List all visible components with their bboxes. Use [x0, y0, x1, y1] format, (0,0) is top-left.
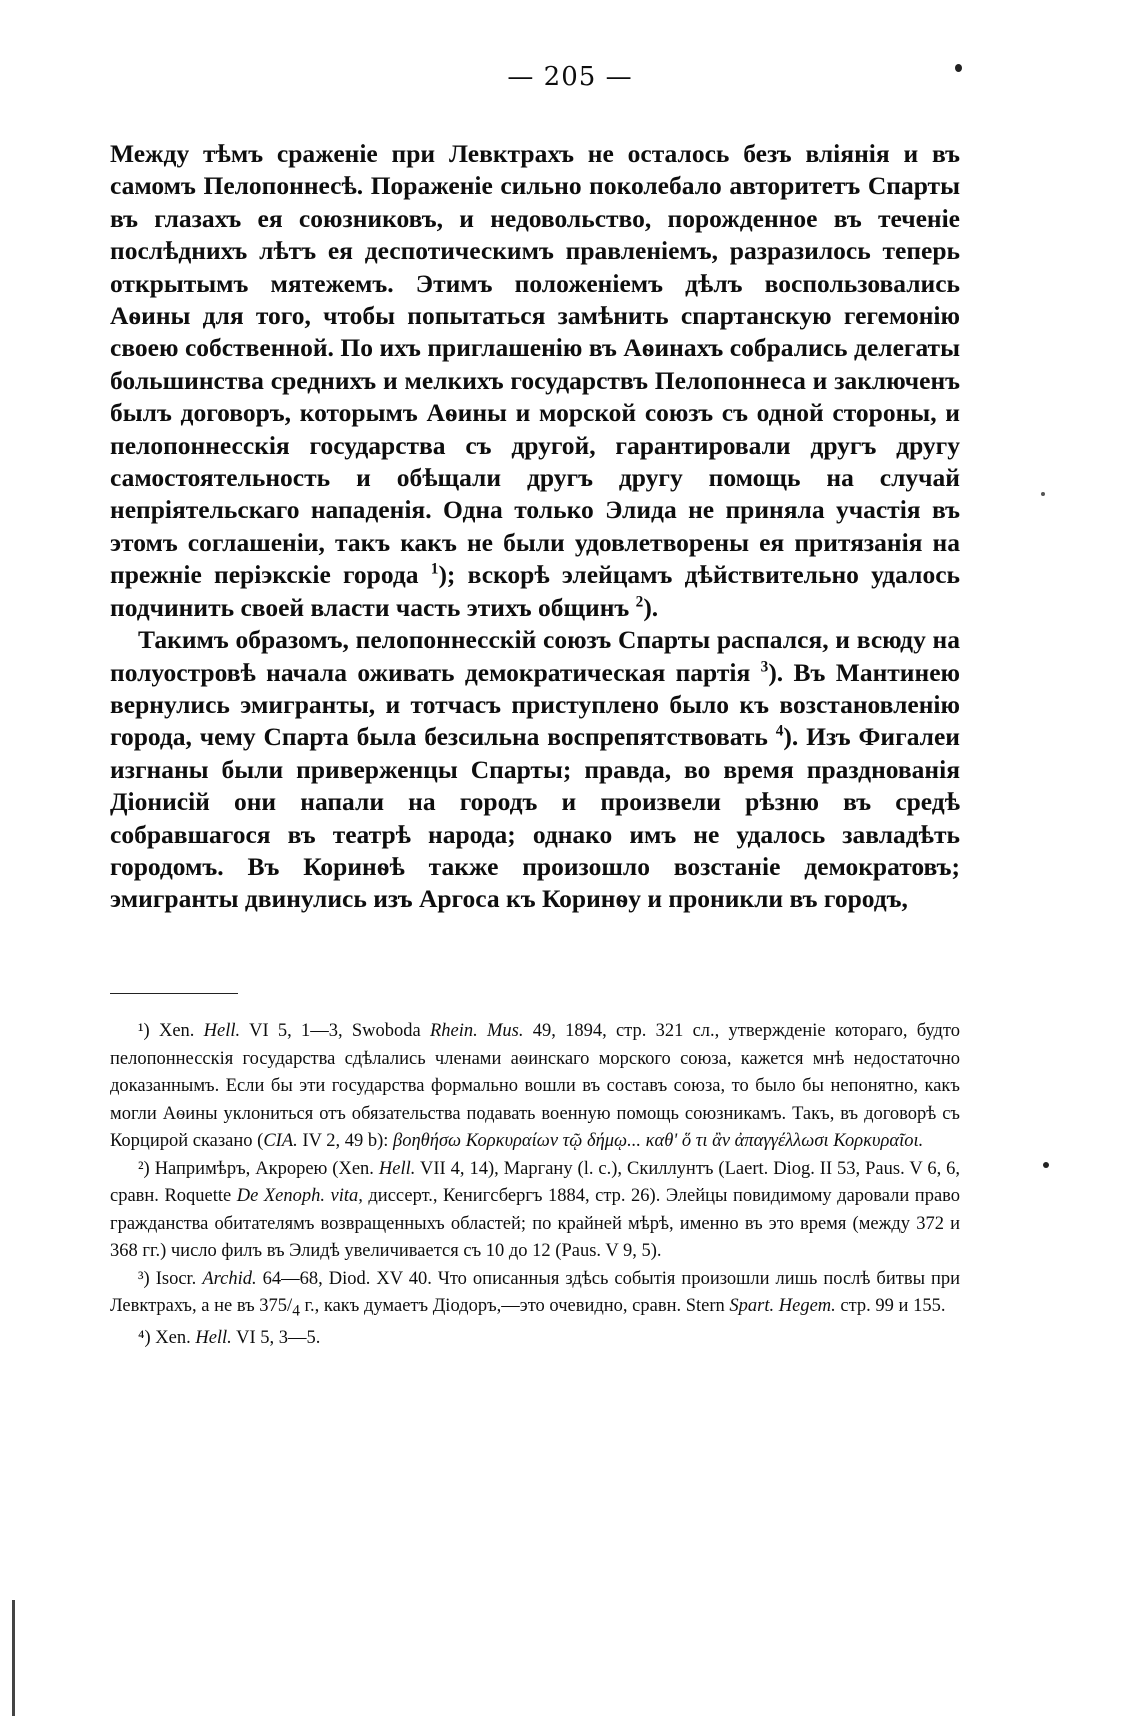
footnote-1	[110, 1018, 960, 1156]
paragraph	[110, 624, 960, 916]
footnote-italic: Archid.	[202, 1268, 257, 1289]
footnote-text: Xen.	[158, 1021, 195, 1041]
footnote-ref: 1	[430, 560, 439, 578]
footnote-mark: ²)	[138, 1158, 150, 1179]
scan-edge-line	[12, 1600, 15, 1716]
footnote-mark: ⁴)	[138, 1328, 151, 1349]
main-text	[110, 138, 960, 916]
paragraph	[110, 138, 960, 624]
footnote-text: Напримѣръ, Акрорею (Xen.	[154, 1158, 374, 1179]
footnote-text: г., какъ думаетъ Діодоръ,—это очевидно, сравн. Stern	[299, 1296, 725, 1316]
footnote-italic: Hell.	[203, 1021, 241, 1041]
paragraph-text: ). Въ Мантинею вернулись эмигранты, и тотчасъ приступлено было къ возстановленію города, чему Спарта была безсильна воспрепятствовать	[110, 657, 960, 752]
footnote-text: стр. 99 и 155.	[840, 1296, 946, 1316]
footnote-divider	[110, 993, 238, 994]
paragraph-text: Между тѣмъ сраженіе при Левктрахъ не осталось безъ вліянія и въ самомъ Пелопоннесѣ. Пораженіе сильно поколебало авторитетъ Спарты въ глазахъ ея союзниковъ, и недовольство, порожденное въ теченіе послѣднихъ лѣтъ ея деспотическимъ правленіемъ, разразилось теперь открытымъ мятежемъ. Этимъ положеніемъ дѣлъ воспользовались Аѳины для того, чтобы попытаться замѣнить спартанскую гегемонію своею собственной. По ихъ приглашенію въ Аѳинахъ собрались делегаты большинства среднихъ и мелкихъ государствъ Пелопоннеса и заключенъ былъ договоръ, которымъ Аѳины и морской союзъ съ одной стороны, и пелопоннесскія государства съ другой, гарантировали другъ другу самостоятельность и обѣщали другъ другу помощь на случай непріятельскаго нападенія. Одна только Элида не приняла участія въ этомъ соглашеніи, такъ какъ не были удовлетворены ея притязанія на прежніе періэкскіе города	[110, 139, 960, 590]
fraction-denominator: 4	[292, 1302, 300, 1320]
footnote-greek-quote: βοηθήσω Κορκυραίων τῷ δήμῳ... καθ' ὅ τι ἂν ἀπαγγέλλωσι Κορκυραῖοι.	[393, 1131, 924, 1151]
paragraph-text: ). Изъ Фигалеи изгнаны были приверженцы Спарты; правда, во время празднованія Діонисій они напали на городъ и произвели рѣзню въ средѣ собравшагося въ театрѣ народа; однако имъ не удалось завладѣть городомъ. Въ Коринѳѣ также произошло возстаніе демократовъ; эмигранты двинулись изъ Аргоса къ Коринѳу и проникли въ городъ,	[110, 722, 960, 914]
footnote-italic: De Xenoph. vita,	[236, 1186, 363, 1206]
footnote-italic: Hell.	[378, 1158, 416, 1179]
footnote-4	[110, 1325, 960, 1353]
ink-speck	[1041, 492, 1045, 496]
footnote-ref: 3	[760, 658, 769, 675]
footnote-text: IV 2, 49 b):	[302, 1131, 389, 1151]
footnote-italic: Spart. Hegem.	[729, 1296, 836, 1316]
footnote-text: VI 5, 1—3, Swoboda	[249, 1021, 421, 1041]
paragraph-text: ); вскорѣ элейцамъ дѣйствительно удалось подчинить своей власти часть этихъ общинъ	[110, 560, 961, 622]
footnote-text: 49, 1894, стр. 321 сл., утвержденіе котораго, будто пелопоннесскія государства сдѣлались членами аѳинскаго морского союза, кажется мнѣ недостаточно доказаннымъ. Если бы эти государства формально вошли въ составъ союза, то было бы непонятно, какъ могли Аѳины уклониться отъ обязательства подавать военную помощь союзникамъ. Такъ, въ договорѣ съ Корцирой сказано (	[110, 1021, 961, 1151]
footnote-mark: ¹)	[138, 1021, 150, 1041]
paragraph-text: Такимъ образомъ, пелопоннесскій союзъ Спарты распался, и всюду на полуостровѣ начала оживать демократическая партія	[110, 625, 960, 687]
footnote-text: 64—68, Diod. XV 40. Что описанныя здѣсь событія произошли лишь послѣ битвы при Левктрахъ, а не въ 375/	[110, 1268, 961, 1316]
footnote-ref: 4	[775, 722, 784, 740]
footnote-3	[110, 1266, 960, 1326]
footnote-text: VII 4, 14), Маргану (l. c.), Скиллунтъ (Laert. Diog. II 53, Paus. V 6, 6, сравн. Roquette	[110, 1158, 961, 1206]
ink-speck	[1043, 1162, 1049, 1168]
footnote-italic: Hell.	[195, 1328, 232, 1349]
footnote-italic: CIA.	[263, 1131, 298, 1151]
footnote-ref: 2	[635, 593, 644, 611]
footnote-2	[110, 1156, 960, 1266]
footnote-text: VI 5, 3—5.	[236, 1328, 321, 1349]
page-number: — 205 —	[507, 62, 633, 92]
ink-speck	[955, 64, 962, 72]
footnote-italic: Rhein. Mus.	[429, 1021, 524, 1041]
footnote-text: Isocr.	[155, 1268, 197, 1289]
footnote-text: диссерт., Кенигсбергъ 1884, стр. 26). Элейцы повидимому даровали право гражданства обитателямъ возвращенныхъ областей; по крайней мѣрѣ, именно въ это время (между 372 и 368 гг.) число филъ въ Элидѣ увеличивается съ 10 до 12 (Paus. V 9, 5).	[110, 1186, 961, 1261]
footnote-mark: ³)	[138, 1268, 150, 1289]
footnotes	[110, 1018, 960, 1353]
footnote-text: Xen.	[155, 1328, 191, 1349]
paragraph-text: ).	[643, 592, 659, 622]
